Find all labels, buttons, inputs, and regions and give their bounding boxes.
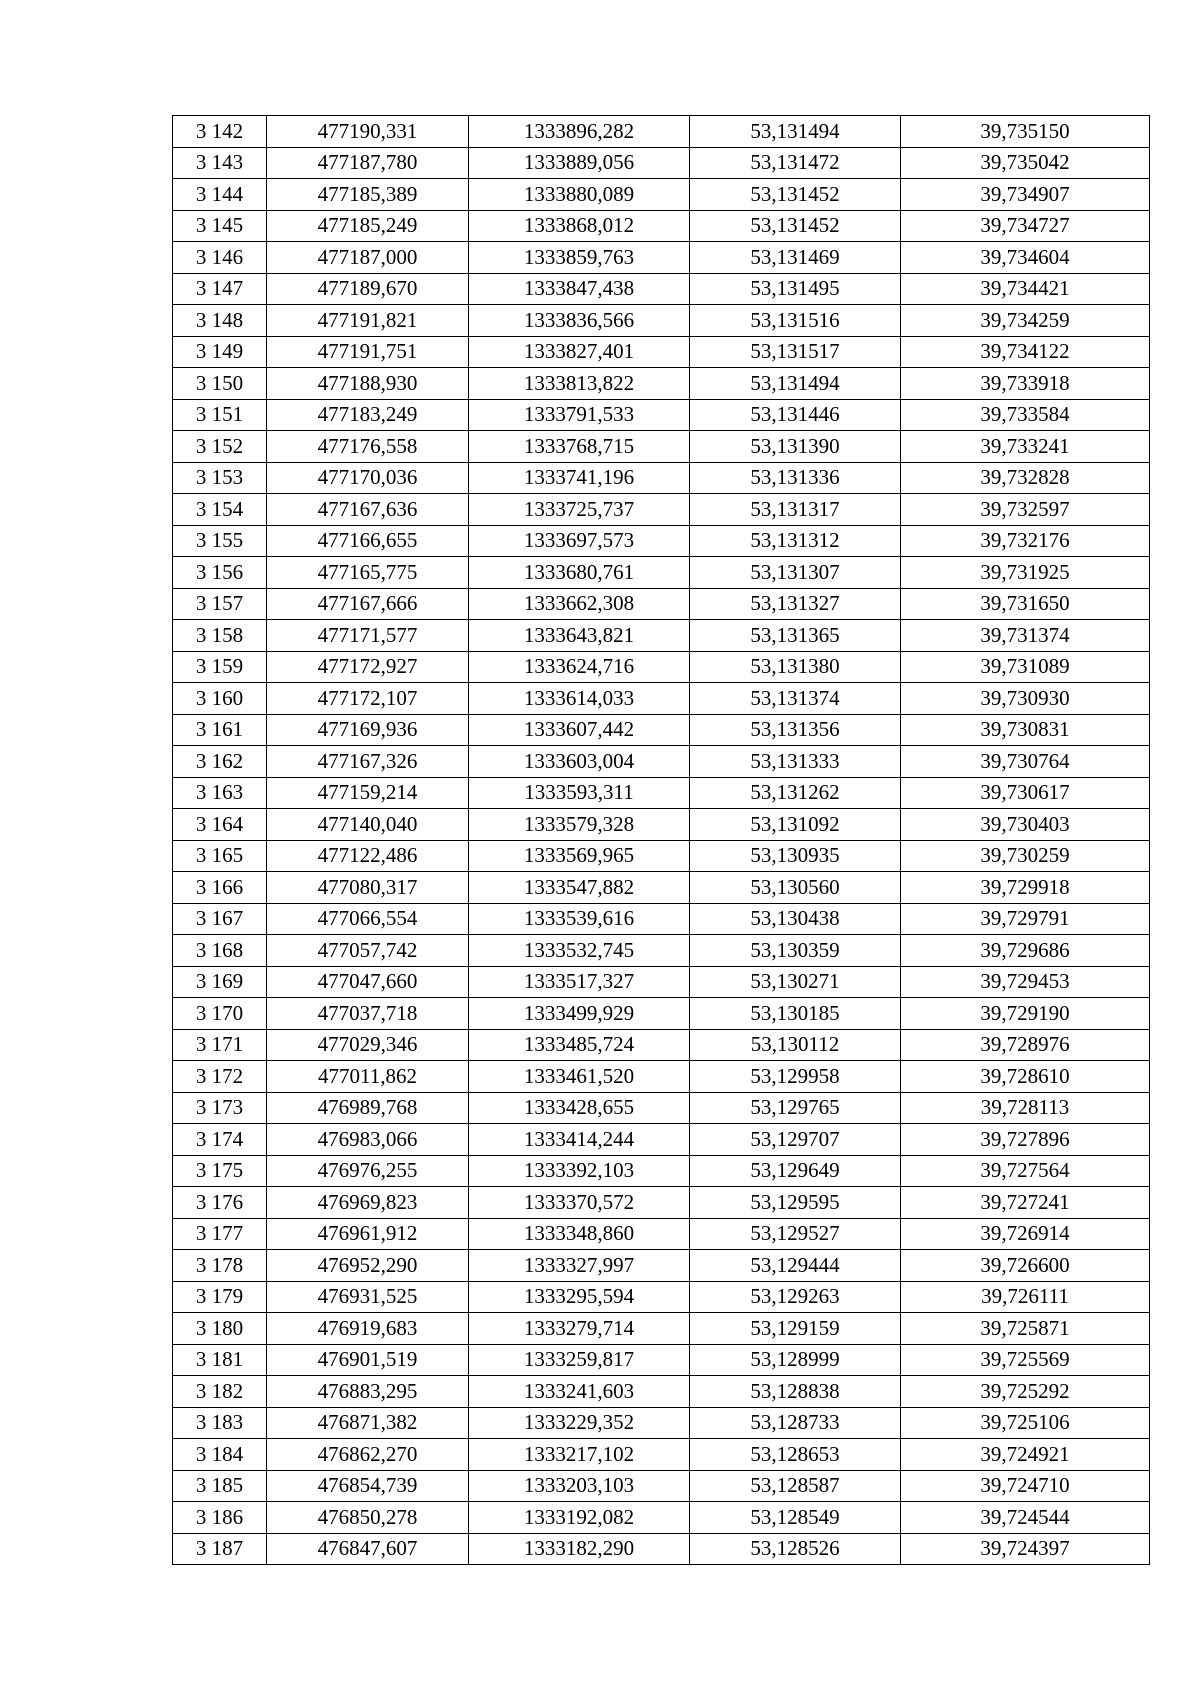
table-row <box>173 273 1150 305</box>
y-coordinate-cell: 1333603,004 <box>469 746 690 778</box>
table-row <box>173 462 1150 494</box>
y-coordinate-cell: 1333428,655 <box>469 1092 690 1124</box>
coordinates-table-body <box>173 116 1150 1565</box>
latitude-cell: 53,129707 <box>690 1124 901 1156</box>
x-coordinate-cell: 477165,775 <box>267 557 469 589</box>
longitude-cell: 39,724921 <box>901 1439 1150 1471</box>
y-coordinate-cell: 1333607,442 <box>469 714 690 746</box>
x-coordinate-cell: 476850,278 <box>267 1502 469 1534</box>
point-number-cell: 3 181 <box>173 1344 267 1376</box>
y-coordinate-cell: 1333569,965 <box>469 840 690 872</box>
point-number-cell: 3 170 <box>173 998 267 1030</box>
latitude-cell: 53,128549 <box>690 1502 901 1534</box>
point-number-cell: 3 186 <box>173 1502 267 1534</box>
y-coordinate-cell: 1333791,533 <box>469 399 690 431</box>
point-number-cell: 3 177 <box>173 1218 267 1250</box>
point-number-cell: 3 154 <box>173 494 267 526</box>
point-number-cell: 3 164 <box>173 809 267 841</box>
longitude-cell: 39,734604 <box>901 242 1150 274</box>
latitude-cell: 53,130271 <box>690 966 901 998</box>
point-number-cell: 3 167 <box>173 903 267 935</box>
longitude-cell: 39,729190 <box>901 998 1150 1030</box>
table-row <box>173 809 1150 841</box>
x-coordinate-cell: 477171,577 <box>267 620 469 652</box>
x-coordinate-cell: 476883,295 <box>267 1376 469 1408</box>
x-coordinate-cell: 477187,780 <box>267 147 469 179</box>
x-coordinate-cell: 477187,000 <box>267 242 469 274</box>
table-row <box>173 399 1150 431</box>
point-number-cell: 3 163 <box>173 777 267 809</box>
latitude-cell: 53,129958 <box>690 1061 901 1093</box>
x-coordinate-cell: 476847,607 <box>267 1533 469 1565</box>
point-number-cell: 3 161 <box>173 714 267 746</box>
x-coordinate-cell: 476871,382 <box>267 1407 469 1439</box>
table-row <box>173 1124 1150 1156</box>
x-coordinate-cell: 477057,742 <box>267 935 469 967</box>
latitude-cell: 53,128999 <box>690 1344 901 1376</box>
latitude-cell: 53,130560 <box>690 872 901 904</box>
table-row <box>173 1250 1150 1282</box>
y-coordinate-cell: 1333624,716 <box>469 651 690 683</box>
point-number-cell: 3 184 <box>173 1439 267 1471</box>
y-coordinate-cell: 1333859,763 <box>469 242 690 274</box>
latitude-cell: 53,131452 <box>690 179 901 211</box>
longitude-cell: 39,730617 <box>901 777 1150 809</box>
y-coordinate-cell: 1333259,817 <box>469 1344 690 1376</box>
x-coordinate-cell: 477172,927 <box>267 651 469 683</box>
y-coordinate-cell: 1333229,352 <box>469 1407 690 1439</box>
point-number-cell: 3 174 <box>173 1124 267 1156</box>
longitude-cell: 39,725569 <box>901 1344 1150 1376</box>
longitude-cell: 39,729453 <box>901 966 1150 998</box>
x-coordinate-cell: 477011,862 <box>267 1061 469 1093</box>
longitude-cell: 39,733918 <box>901 368 1150 400</box>
point-number-cell: 3 169 <box>173 966 267 998</box>
point-number-cell: 3 160 <box>173 683 267 715</box>
longitude-cell: 39,728610 <box>901 1061 1150 1093</box>
y-coordinate-cell: 1333547,882 <box>469 872 690 904</box>
table-row <box>173 494 1150 526</box>
point-number-cell: 3 144 <box>173 179 267 211</box>
x-coordinate-cell: 476989,768 <box>267 1092 469 1124</box>
y-coordinate-cell: 1333485,724 <box>469 1029 690 1061</box>
longitude-cell: 39,730403 <box>901 809 1150 841</box>
x-coordinate-cell: 477191,821 <box>267 305 469 337</box>
longitude-cell: 39,730831 <box>901 714 1150 746</box>
longitude-cell: 39,732176 <box>901 525 1150 557</box>
latitude-cell: 53,131380 <box>690 651 901 683</box>
latitude-cell: 53,131495 <box>690 273 901 305</box>
longitude-cell: 39,729686 <box>901 935 1150 967</box>
longitude-cell: 39,730764 <box>901 746 1150 778</box>
point-number-cell: 3 147 <box>173 273 267 305</box>
longitude-cell: 39,730930 <box>901 683 1150 715</box>
x-coordinate-cell: 477167,666 <box>267 588 469 620</box>
table-row <box>173 966 1150 998</box>
x-coordinate-cell: 477047,660 <box>267 966 469 998</box>
table-row <box>173 935 1150 967</box>
latitude-cell: 53,131092 <box>690 809 901 841</box>
table-row <box>173 683 1150 715</box>
point-number-cell: 3 142 <box>173 116 267 148</box>
longitude-cell: 39,726914 <box>901 1218 1150 1250</box>
longitude-cell: 39,728976 <box>901 1029 1150 1061</box>
x-coordinate-cell: 477169,936 <box>267 714 469 746</box>
table-row <box>173 1218 1150 1250</box>
x-coordinate-cell: 477122,486 <box>267 840 469 872</box>
longitude-cell: 39,731089 <box>901 651 1150 683</box>
longitude-cell: 39,726111 <box>901 1281 1150 1313</box>
point-number-cell: 3 152 <box>173 431 267 463</box>
x-coordinate-cell: 477183,249 <box>267 399 469 431</box>
table-row <box>173 651 1150 683</box>
y-coordinate-cell: 1333680,761 <box>469 557 690 589</box>
latitude-cell: 53,131517 <box>690 336 901 368</box>
table-row <box>173 1061 1150 1093</box>
table-row <box>173 179 1150 211</box>
point-number-cell: 3 178 <box>173 1250 267 1282</box>
y-coordinate-cell: 1333813,822 <box>469 368 690 400</box>
point-number-cell: 3 179 <box>173 1281 267 1313</box>
point-number-cell: 3 176 <box>173 1187 267 1219</box>
point-number-cell: 3 149 <box>173 336 267 368</box>
table-row <box>173 1344 1150 1376</box>
longitude-cell: 39,734122 <box>901 336 1150 368</box>
point-number-cell: 3 145 <box>173 210 267 242</box>
latitude-cell: 53,129444 <box>690 1250 901 1282</box>
table-row <box>173 431 1150 463</box>
latitude-cell: 53,131452 <box>690 210 901 242</box>
x-coordinate-cell: 477185,389 <box>267 179 469 211</box>
y-coordinate-cell: 1333579,328 <box>469 809 690 841</box>
point-number-cell: 3 157 <box>173 588 267 620</box>
y-coordinate-cell: 1333643,821 <box>469 620 690 652</box>
table-row <box>173 1407 1150 1439</box>
table-row <box>173 777 1150 809</box>
latitude-cell: 53,130185 <box>690 998 901 1030</box>
coordinates-table <box>172 115 1150 1565</box>
y-coordinate-cell: 1333896,282 <box>469 116 690 148</box>
longitude-cell: 39,735150 <box>901 116 1150 148</box>
table-row <box>173 998 1150 1030</box>
y-coordinate-cell: 1333725,737 <box>469 494 690 526</box>
longitude-cell: 39,725106 <box>901 1407 1150 1439</box>
point-number-cell: 3 165 <box>173 840 267 872</box>
longitude-cell: 39,729791 <box>901 903 1150 935</box>
x-coordinate-cell: 477167,326 <box>267 746 469 778</box>
longitude-cell: 39,729918 <box>901 872 1150 904</box>
latitude-cell: 53,129765 <box>690 1092 901 1124</box>
longitude-cell: 39,727564 <box>901 1155 1150 1187</box>
y-coordinate-cell: 1333836,566 <box>469 305 690 337</box>
y-coordinate-cell: 1333741,196 <box>469 462 690 494</box>
longitude-cell: 39,734727 <box>901 210 1150 242</box>
latitude-cell: 53,131317 <box>690 494 901 526</box>
latitude-cell: 53,131494 <box>690 116 901 148</box>
table-row <box>173 242 1150 274</box>
point-number-cell: 3 156 <box>173 557 267 589</box>
table-row <box>173 147 1150 179</box>
longitude-cell: 39,734907 <box>901 179 1150 211</box>
longitude-cell: 39,727896 <box>901 1124 1150 1156</box>
longitude-cell: 39,731374 <box>901 620 1150 652</box>
table-row <box>173 872 1150 904</box>
point-number-cell: 3 172 <box>173 1061 267 1093</box>
latitude-cell: 53,129159 <box>690 1313 901 1345</box>
x-coordinate-cell: 477167,636 <box>267 494 469 526</box>
longitude-cell: 39,727241 <box>901 1187 1150 1219</box>
latitude-cell: 53,131494 <box>690 368 901 400</box>
y-coordinate-cell: 1333182,290 <box>469 1533 690 1565</box>
table-row <box>173 336 1150 368</box>
longitude-cell: 39,734259 <box>901 305 1150 337</box>
table-row <box>173 1502 1150 1534</box>
point-number-cell: 3 168 <box>173 935 267 967</box>
x-coordinate-cell: 477037,718 <box>267 998 469 1030</box>
table-row <box>173 840 1150 872</box>
x-coordinate-cell: 477185,249 <box>267 210 469 242</box>
y-coordinate-cell: 1333241,603 <box>469 1376 690 1408</box>
longitude-cell: 39,735042 <box>901 147 1150 179</box>
table-row <box>173 305 1150 337</box>
y-coordinate-cell: 1333327,997 <box>469 1250 690 1282</box>
table-row <box>173 588 1150 620</box>
latitude-cell: 53,129649 <box>690 1155 901 1187</box>
x-coordinate-cell: 477066,554 <box>267 903 469 935</box>
x-coordinate-cell: 476969,823 <box>267 1187 469 1219</box>
y-coordinate-cell: 1333880,089 <box>469 179 690 211</box>
latitude-cell: 53,131262 <box>690 777 901 809</box>
point-number-cell: 3 146 <box>173 242 267 274</box>
point-number-cell: 3 173 <box>173 1092 267 1124</box>
point-number-cell: 3 150 <box>173 368 267 400</box>
x-coordinate-cell: 476931,525 <box>267 1281 469 1313</box>
x-coordinate-cell: 477166,655 <box>267 525 469 557</box>
longitude-cell: 39,732597 <box>901 494 1150 526</box>
table-row <box>173 714 1150 746</box>
point-number-cell: 3 151 <box>173 399 267 431</box>
latitude-cell: 53,128587 <box>690 1470 901 1502</box>
point-number-cell: 3 162 <box>173 746 267 778</box>
y-coordinate-cell: 1333414,244 <box>469 1124 690 1156</box>
x-coordinate-cell: 477189,670 <box>267 273 469 305</box>
y-coordinate-cell: 1333370,572 <box>469 1187 690 1219</box>
x-coordinate-cell: 477188,930 <box>267 368 469 400</box>
x-coordinate-cell: 477176,558 <box>267 431 469 463</box>
y-coordinate-cell: 1333847,438 <box>469 273 690 305</box>
y-coordinate-cell: 1333517,327 <box>469 966 690 998</box>
y-coordinate-cell: 1333662,308 <box>469 588 690 620</box>
y-coordinate-cell: 1333192,082 <box>469 1502 690 1534</box>
latitude-cell: 53,131472 <box>690 147 901 179</box>
table-row <box>173 1470 1150 1502</box>
table-row <box>173 116 1150 148</box>
latitude-cell: 53,128526 <box>690 1533 901 1565</box>
x-coordinate-cell: 477029,346 <box>267 1029 469 1061</box>
longitude-cell: 39,724397 <box>901 1533 1150 1565</box>
y-coordinate-cell: 1333499,929 <box>469 998 690 1030</box>
y-coordinate-cell: 1333295,594 <box>469 1281 690 1313</box>
table-row <box>173 1092 1150 1124</box>
latitude-cell: 53,131356 <box>690 714 901 746</box>
y-coordinate-cell: 1333868,012 <box>469 210 690 242</box>
point-number-cell: 3 187 <box>173 1533 267 1565</box>
latitude-cell: 53,131336 <box>690 462 901 494</box>
table-row <box>173 1533 1150 1565</box>
point-number-cell: 3 185 <box>173 1470 267 1502</box>
latitude-cell: 53,131333 <box>690 746 901 778</box>
point-number-cell: 3 159 <box>173 651 267 683</box>
latitude-cell: 53,129527 <box>690 1218 901 1250</box>
x-coordinate-cell: 477172,107 <box>267 683 469 715</box>
latitude-cell: 53,130438 <box>690 903 901 935</box>
y-coordinate-cell: 1333348,860 <box>469 1218 690 1250</box>
table-row <box>173 210 1150 242</box>
y-coordinate-cell: 1333697,573 <box>469 525 690 557</box>
x-coordinate-cell: 477170,036 <box>267 462 469 494</box>
table-row <box>173 1376 1150 1408</box>
latitude-cell: 53,131469 <box>690 242 901 274</box>
x-coordinate-cell: 477191,751 <box>267 336 469 368</box>
y-coordinate-cell: 1333593,311 <box>469 777 690 809</box>
point-number-cell: 3 183 <box>173 1407 267 1439</box>
point-number-cell: 3 171 <box>173 1029 267 1061</box>
table-row <box>173 903 1150 935</box>
y-coordinate-cell: 1333392,103 <box>469 1155 690 1187</box>
latitude-cell: 53,131365 <box>690 620 901 652</box>
table-row <box>173 1439 1150 1471</box>
x-coordinate-cell: 476961,912 <box>267 1218 469 1250</box>
latitude-cell: 53,131327 <box>690 588 901 620</box>
y-coordinate-cell: 1333461,520 <box>469 1061 690 1093</box>
point-number-cell: 3 175 <box>173 1155 267 1187</box>
y-coordinate-cell: 1333203,103 <box>469 1470 690 1502</box>
longitude-cell: 39,728113 <box>901 1092 1150 1124</box>
latitude-cell: 53,131446 <box>690 399 901 431</box>
latitude-cell: 53,131312 <box>690 525 901 557</box>
point-number-cell: 3 180 <box>173 1313 267 1345</box>
longitude-cell: 39,732828 <box>901 462 1150 494</box>
point-number-cell: 3 158 <box>173 620 267 652</box>
longitude-cell: 39,725292 <box>901 1376 1150 1408</box>
x-coordinate-cell: 477140,040 <box>267 809 469 841</box>
y-coordinate-cell: 1333889,056 <box>469 147 690 179</box>
longitude-cell: 39,731650 <box>901 588 1150 620</box>
x-coordinate-cell: 477080,317 <box>267 872 469 904</box>
point-number-cell: 3 143 <box>173 147 267 179</box>
x-coordinate-cell: 476901,519 <box>267 1344 469 1376</box>
latitude-cell: 53,128653 <box>690 1439 901 1471</box>
latitude-cell: 53,130935 <box>690 840 901 872</box>
table-row <box>173 620 1150 652</box>
table-row <box>173 746 1150 778</box>
longitude-cell: 39,724710 <box>901 1470 1150 1502</box>
longitude-cell: 39,731925 <box>901 557 1150 589</box>
longitude-cell: 39,730259 <box>901 840 1150 872</box>
latitude-cell: 53,129263 <box>690 1281 901 1313</box>
y-coordinate-cell: 1333614,033 <box>469 683 690 715</box>
point-number-cell: 3 153 <box>173 462 267 494</box>
point-number-cell: 3 148 <box>173 305 267 337</box>
y-coordinate-cell: 1333768,715 <box>469 431 690 463</box>
latitude-cell: 53,130112 <box>690 1029 901 1061</box>
longitude-cell: 39,733584 <box>901 399 1150 431</box>
y-coordinate-cell: 1333532,745 <box>469 935 690 967</box>
table-row <box>173 368 1150 400</box>
latitude-cell: 53,128733 <box>690 1407 901 1439</box>
x-coordinate-cell: 476983,066 <box>267 1124 469 1156</box>
longitude-cell: 39,724544 <box>901 1502 1150 1534</box>
latitude-cell: 53,128838 <box>690 1376 901 1408</box>
table-row <box>173 1155 1150 1187</box>
longitude-cell: 39,725871 <box>901 1313 1150 1345</box>
x-coordinate-cell: 476854,739 <box>267 1470 469 1502</box>
latitude-cell: 53,131390 <box>690 431 901 463</box>
latitude-cell: 53,130359 <box>690 935 901 967</box>
latitude-cell: 53,131516 <box>690 305 901 337</box>
table-row <box>173 1313 1150 1345</box>
longitude-cell: 39,734421 <box>901 273 1150 305</box>
x-coordinate-cell: 476976,255 <box>267 1155 469 1187</box>
table-row <box>173 1281 1150 1313</box>
x-coordinate-cell: 476862,270 <box>267 1439 469 1471</box>
point-number-cell: 3 182 <box>173 1376 267 1408</box>
latitude-cell: 53,131307 <box>690 557 901 589</box>
table-row <box>173 557 1150 589</box>
longitude-cell: 39,733241 <box>901 431 1150 463</box>
table-row <box>173 1187 1150 1219</box>
x-coordinate-cell: 476952,290 <box>267 1250 469 1282</box>
x-coordinate-cell: 476919,683 <box>267 1313 469 1345</box>
y-coordinate-cell: 1333827,401 <box>469 336 690 368</box>
x-coordinate-cell: 477159,214 <box>267 777 469 809</box>
longitude-cell: 39,726600 <box>901 1250 1150 1282</box>
y-coordinate-cell: 1333279,714 <box>469 1313 690 1345</box>
table-row <box>173 1029 1150 1061</box>
y-coordinate-cell: 1333539,616 <box>469 903 690 935</box>
latitude-cell: 53,129595 <box>690 1187 901 1219</box>
y-coordinate-cell: 1333217,102 <box>469 1439 690 1471</box>
table-row <box>173 525 1150 557</box>
point-number-cell: 3 155 <box>173 525 267 557</box>
point-number-cell: 3 166 <box>173 872 267 904</box>
latitude-cell: 53,131374 <box>690 683 901 715</box>
x-coordinate-cell: 477190,331 <box>267 116 469 148</box>
